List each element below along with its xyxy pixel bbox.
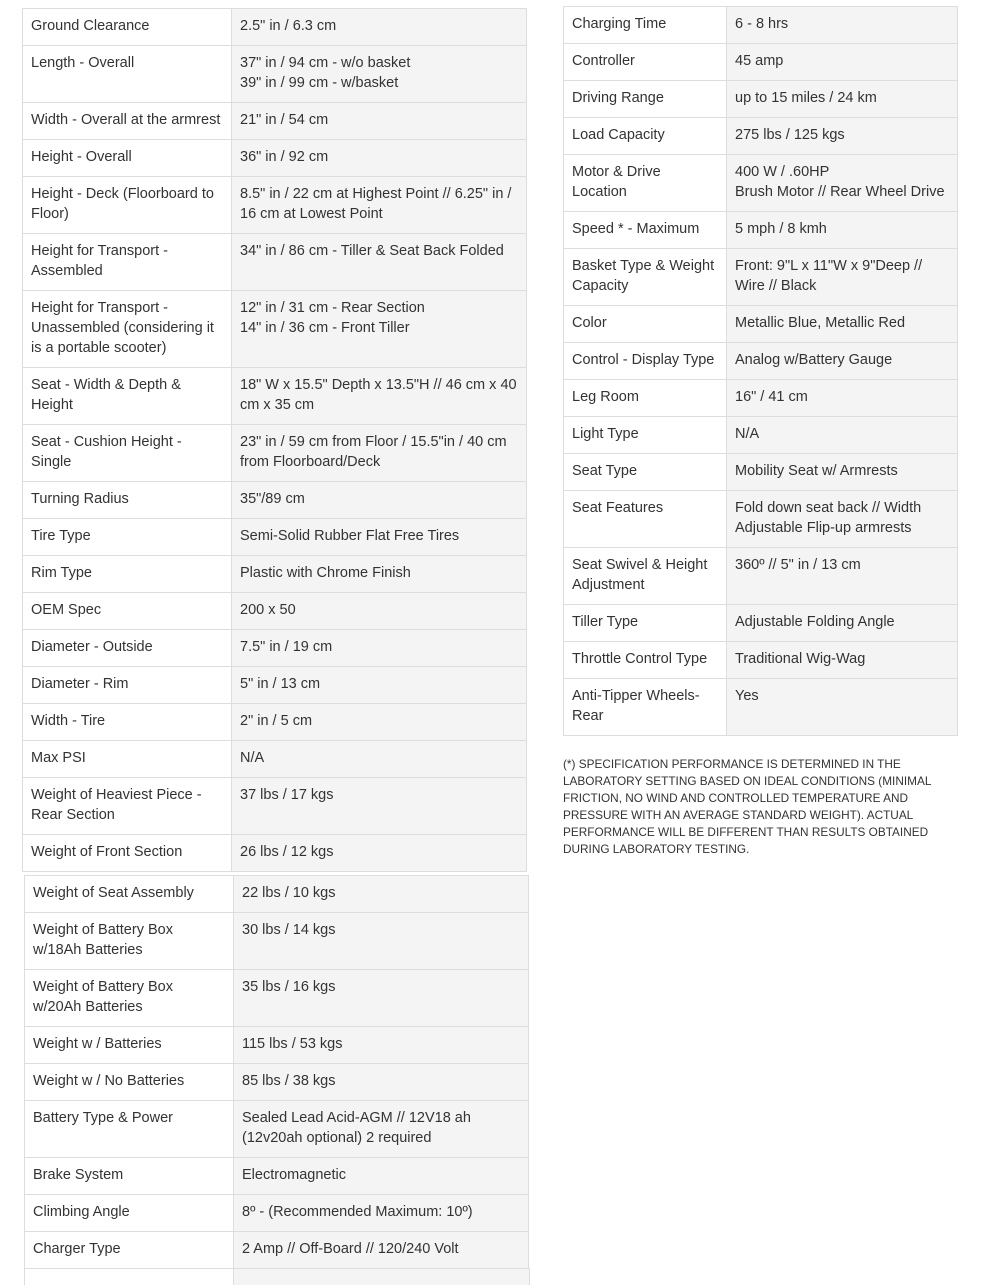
spec-value-line: 2 Amp // Off-Board // 120/240 Volt (242, 1241, 459, 1257)
spec-label: Weight of Battery Box w/18Ah Batteries (25, 913, 234, 970)
spec-row (23, 630, 527, 667)
spec-value-line: Semi-Solid Rubber Flat Free Tires (240, 528, 460, 544)
spec-value-line: 22 lbs / 10 kgs (242, 885, 336, 901)
spec-label: Battery Type & Power (25, 1101, 234, 1158)
spec-value-line: 6 - 8 hrs (735, 16, 789, 32)
spec-label: Height for Transport - Assembled (23, 234, 232, 291)
spec-label: Weight of Heaviest Piece - Rear Section (23, 778, 232, 835)
spec-value (232, 140, 527, 177)
spec-row (564, 417, 958, 454)
spec-value (727, 7, 958, 44)
spec-value-line: up to 15 miles / 24 km (735, 90, 877, 106)
spec-value (232, 291, 527, 368)
spec-label: Seat - Width & Depth & Height (23, 368, 232, 425)
spec-value (727, 605, 958, 642)
spec-value (727, 679, 958, 736)
spec-label: Diameter - Rim (23, 667, 232, 704)
spec-label: Basket Type & Weight Capacity (564, 249, 727, 306)
spec-value-line: Fold down seat back // Width Adjustable Flip-up armrests (735, 500, 922, 536)
spec-row (564, 44, 958, 81)
spec-row (25, 1232, 529, 1269)
spec-label: Leg Room (564, 380, 727, 417)
spec-row (564, 642, 958, 679)
spec-value-line: 2.5" in / 6.3 cm (240, 18, 337, 34)
spec-value-line: N/A (240, 750, 265, 766)
spec-label: Height - Overall (23, 140, 232, 177)
spec-value (232, 103, 527, 140)
spec-value-line: Analog w/Battery Gauge (735, 352, 893, 368)
spec-label: Brake System (25, 1158, 234, 1195)
spec-row (23, 556, 527, 593)
spec-row (564, 118, 958, 155)
spec-value-line: 36" in / 92 cm (240, 149, 329, 165)
spec-row (25, 1027, 529, 1064)
spec-value-line: 200 x 50 (240, 602, 296, 618)
spec-value (232, 425, 527, 482)
spec-row (25, 1158, 529, 1195)
spec-row (23, 291, 527, 368)
spec-value (232, 482, 527, 519)
spec-value (234, 1101, 529, 1158)
spec-value (234, 1064, 529, 1101)
spec-row (564, 491, 958, 548)
spec-label: Rim Type (23, 556, 232, 593)
spec-value (234, 970, 529, 1027)
spec-label: Motor & Drive Location (564, 155, 727, 212)
spec-value (727, 249, 958, 306)
spec-value (727, 81, 958, 118)
spec-row (564, 605, 958, 642)
spec-label: Seat Features (564, 491, 727, 548)
spec-value-line: Mobility Seat w/ Armrests (735, 463, 898, 479)
spec-row (23, 519, 527, 556)
spec-value-line: 360º // 5" in / 13 cm (735, 557, 861, 573)
spec-value (234, 1027, 529, 1064)
spec-value-line: 35"/89 cm (240, 491, 305, 507)
spec-value (232, 234, 527, 291)
spec-label: Seat Type (564, 454, 727, 491)
spec-row (23, 425, 527, 482)
spec-value-line: 400 W / .60HP (735, 164, 830, 180)
spec-value-line: 85 lbs / 38 kgs (242, 1073, 336, 1089)
spec-row (25, 970, 529, 1027)
spec-table-right (563, 6, 958, 736)
spec-value-line: 8º - (Recommended Maximum: 10º) (242, 1204, 473, 1220)
spec-table-left-bottom (24, 875, 529, 1269)
spec-value (232, 46, 527, 103)
spec-row (564, 212, 958, 249)
spec-row (23, 177, 527, 234)
spec-value (234, 1158, 529, 1195)
spec-label: Light Type (564, 417, 727, 454)
spec-label: Control - Display Type (564, 343, 727, 380)
spec-row (23, 835, 527, 872)
spec-row (564, 380, 958, 417)
spec-value-line: 115 lbs / 53 kgs (242, 1036, 343, 1052)
spec-value-line: 5" in / 13 cm (240, 676, 321, 692)
spec-label: Speed * - Maximum (564, 212, 727, 249)
spec-label: Climbing Angle (25, 1195, 234, 1232)
spec-label: Ground Clearance (23, 9, 232, 46)
spec-row (564, 343, 958, 380)
spec-value-line: 39" in / 99 cm - w/basket (240, 75, 399, 91)
spec-row (23, 9, 527, 46)
spec-value-line: Yes (735, 688, 759, 704)
spec-value-line: 7.5" in / 19 cm (240, 639, 333, 655)
spec-value (232, 9, 527, 46)
spec-row (564, 155, 958, 212)
spec-label: Height for Transport - Unassembled (considering it is a portable scooter) (23, 291, 232, 368)
spec-value (232, 519, 527, 556)
spec-row (564, 548, 958, 605)
spec-row (23, 140, 527, 177)
spec-value (234, 876, 529, 913)
spec-row (564, 679, 958, 736)
spec-label: Charger Type (25, 1232, 234, 1269)
spec-label: Weight w / Batteries (25, 1027, 234, 1064)
spec-label: Load Capacity (564, 118, 727, 155)
spec-label: OEM Spec (23, 593, 232, 630)
spec-value (727, 491, 958, 548)
spec-row (23, 482, 527, 519)
spec-label: Seat Swivel & Height Adjustment (564, 548, 727, 605)
spec-label: Max PSI (23, 741, 232, 778)
spec-label: Tire Type (23, 519, 232, 556)
spec-label: Tiller Type (564, 605, 727, 642)
spec-label: Driving Range (564, 81, 727, 118)
spec-row (25, 1101, 529, 1158)
spec-value-line: 12" in / 31 cm - Rear Section (240, 300, 425, 316)
spec-value-line: 21" in / 54 cm (240, 112, 329, 128)
spec-value (234, 1232, 529, 1269)
spec-value-line: Electromagnetic (242, 1167, 346, 1183)
spec-label: Weight w / No Batteries (25, 1064, 234, 1101)
spec-value (232, 778, 527, 835)
spec-row (23, 46, 527, 103)
spec-label: Controller (564, 44, 727, 81)
spec-value (232, 704, 527, 741)
spec-table-left-top (22, 8, 527, 872)
spec-row (23, 778, 527, 835)
spec-row (23, 368, 527, 425)
spec-label: Weight of Front Section (23, 835, 232, 872)
spec-value (232, 630, 527, 667)
spec-value (232, 556, 527, 593)
spec-value-line: 18" W x 15.5" Depth x 13.5"H // 46 cm x 40 cm x 35 cm (240, 377, 517, 413)
spec-label: Width - Overall at the armrest (23, 103, 232, 140)
spec-row (564, 306, 958, 343)
spec-label: Weight of Battery Box w/20Ah Batteries (25, 970, 234, 1027)
spec-value (727, 454, 958, 491)
spec-value (727, 343, 958, 380)
spec-row (23, 667, 527, 704)
spec-value-line: 23" in / 59 cm from Floor / 15.5"in / 40 cm from Floorboard/Deck (240, 434, 507, 470)
spec-row (23, 103, 527, 140)
spec-value (232, 593, 527, 630)
spec-value-line: N/A (735, 426, 760, 442)
spec-row (564, 81, 958, 118)
spec-value-line: 35 lbs / 16 kgs (242, 979, 336, 995)
spec-row (564, 249, 958, 306)
spec-value (234, 913, 529, 970)
spec-value-line: 26 lbs / 12 kgs (240, 844, 334, 860)
spec-value (727, 306, 958, 343)
spec-row (23, 234, 527, 291)
spec-label: Width - Tire (23, 704, 232, 741)
spec-value-line: 8.5" in / 22 cm at Highest Point // 6.25" in / 16 cm at Lowest Point (240, 186, 512, 222)
spec-value-line: 34" in / 86 cm - Tiller & Seat Back Folded (240, 243, 504, 259)
spec-value-line: 275 lbs / 125 kgs (735, 127, 845, 143)
spec-value (727, 155, 958, 212)
spec-value-line: Traditional Wig-Wag (735, 651, 866, 667)
spec-value (727, 212, 958, 249)
spec-value (727, 548, 958, 605)
spec-label: Charging Time (564, 7, 727, 44)
spec-row (23, 741, 527, 778)
spec-value (234, 1195, 529, 1232)
spec-value-line: 45 amp (735, 53, 784, 69)
spec-value (232, 177, 527, 234)
spec-value (727, 380, 958, 417)
spec-value-line: 37 lbs / 17 kgs (240, 787, 334, 803)
spec-row (564, 454, 958, 491)
spec-label: Height - Deck (Floorboard to Floor) (23, 177, 232, 234)
spec-label: Weight of Seat Assembly (25, 876, 234, 913)
spec-value (232, 835, 527, 872)
spec-row (25, 1064, 529, 1101)
spec-value-line: Brush Motor // Rear Wheel Drive (735, 184, 945, 200)
spec-value-line: Metallic Blue, Metallic Red (735, 315, 906, 331)
spec-value (727, 642, 958, 679)
spec-value (727, 118, 958, 155)
spec-label: Anti-Tipper Wheels-Rear (564, 679, 727, 736)
spec-value-line: Plastic with Chrome Finish (240, 565, 411, 581)
spec-row (23, 704, 527, 741)
spec-value (232, 368, 527, 425)
spec-label: Diameter - Outside (23, 630, 232, 667)
spec-value-line: Sealed Lead Acid-AGM // 12V18 ah (12v20ah optional) 2 required (242, 1110, 471, 1146)
spec-row (25, 876, 529, 913)
spec-row (564, 7, 958, 44)
spec-value-line: 5 mph / 8 kmh (735, 221, 827, 237)
specification-footnote: (*) SPECIFICATION PERFORMANCE IS DETERMINED IN THE LABORATORY SETTING BASED ON IDEAL CONDITIONS (MINIMAL FRICTION, NO WIND AND CONTROLLED TEMPERATURE AND PRESSURE WITH AN AVERAGE STANDARD WEIGHT). ACTUAL PERFORMANCE WILL BE DIFFERENT THAN RESULTS OBTAINED DURING LABORATORY TESTING. (563, 757, 931, 856)
spec-row (25, 913, 529, 970)
table-continuation-row (24, 1268, 530, 1285)
spec-value-line: 37" in / 94 cm - w/o basket (240, 55, 411, 71)
spec-label: Seat - Cushion Height - Single (23, 425, 232, 482)
spec-label: Turning Radius (23, 482, 232, 519)
spec-value-line: 30 lbs / 14 kgs (242, 922, 336, 938)
spec-value-line: 14" in / 36 cm - Front Tiller (240, 320, 410, 336)
spec-value (232, 741, 527, 778)
spec-row (25, 1195, 529, 1232)
spec-value-line: 2" in / 5 cm (240, 713, 313, 729)
spec-row (23, 593, 527, 630)
spec-value (727, 44, 958, 81)
spec-value-line: Adjustable Folding Angle (735, 614, 895, 630)
spec-label: Color (564, 306, 727, 343)
spec-value-line: Front: 9"L x 11"W x 9"Deep // Wire // Black (735, 258, 923, 294)
spec-value (727, 417, 958, 454)
spec-label: Throttle Control Type (564, 642, 727, 679)
spec-label: Length - Overall (23, 46, 232, 103)
spec-value-line: 16" / 41 cm (735, 389, 808, 405)
spec-value (232, 667, 527, 704)
